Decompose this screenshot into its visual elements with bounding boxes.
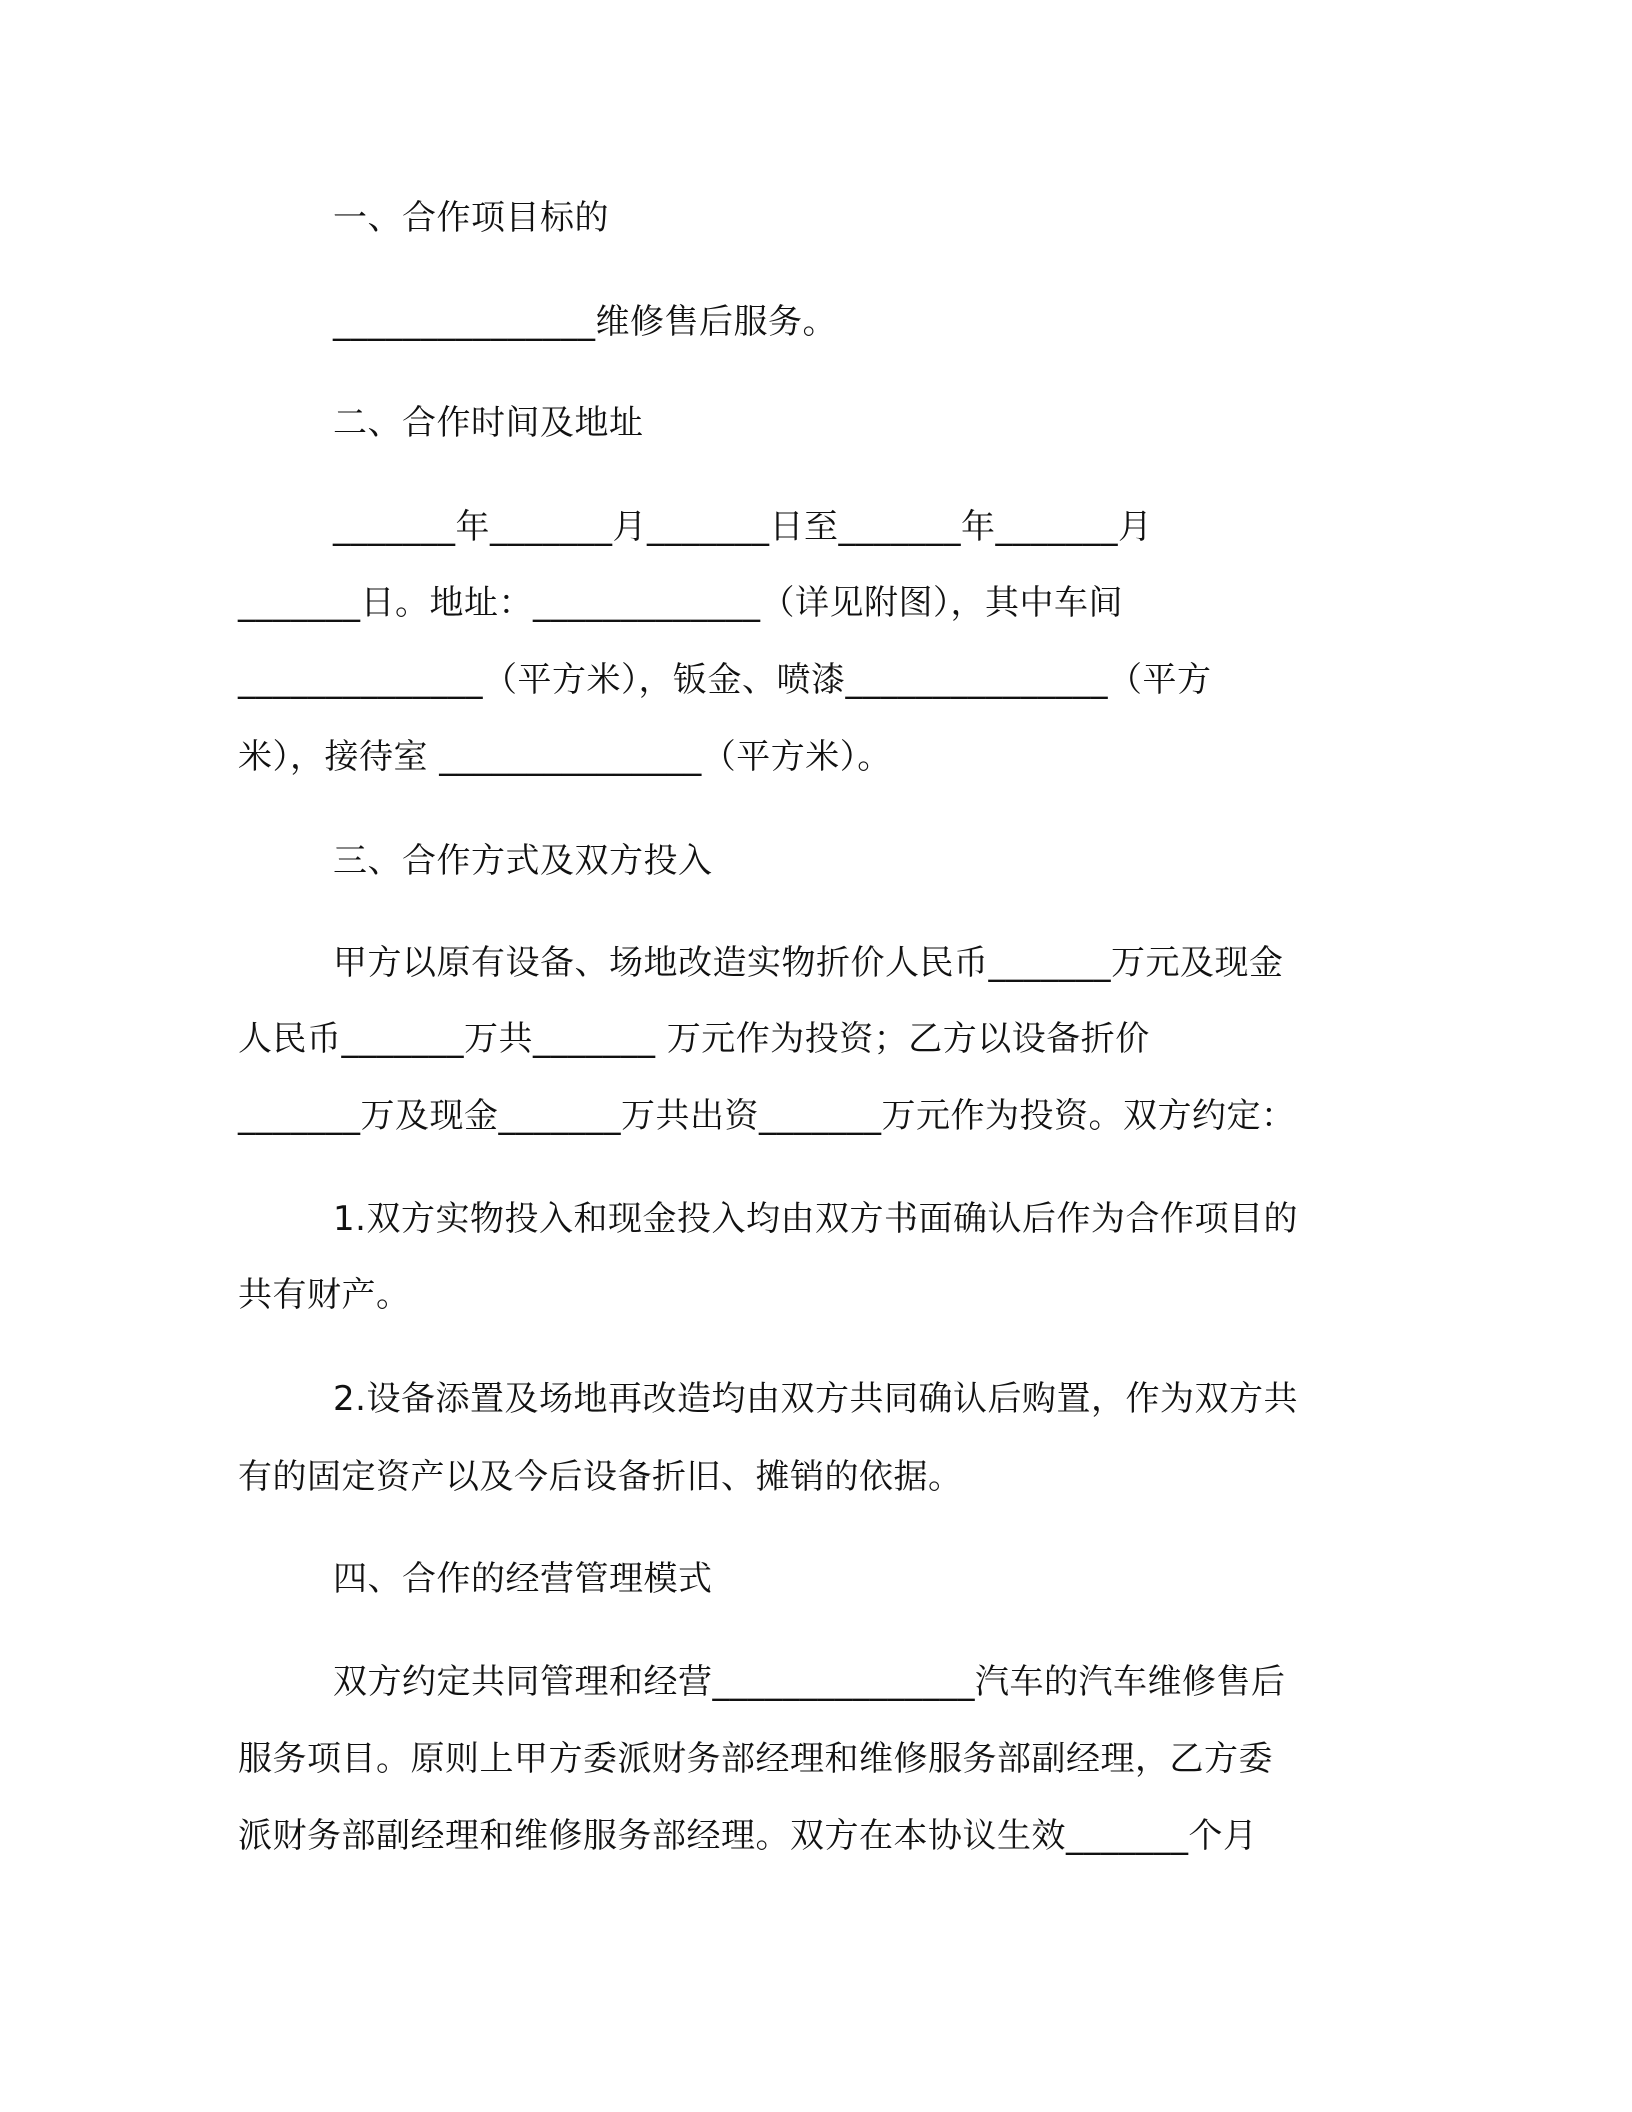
item-2-line-1: 2.设备添置及场地再改造均由双方共同确认后购置，作为双方共 xyxy=(333,1379,1298,1419)
item-1-line-2: 共有财产。 xyxy=(238,1275,411,1315)
section-2-line-3: ______________（平方米），钣金、喷漆_______________（平方 xyxy=(238,660,1212,700)
section-1-heading: 一、合作项目标的 xyxy=(333,198,609,238)
section-4-line-3: 派财务部副经理和维修服务部经理。双方在本协议生效_______个月 xyxy=(238,1816,1258,1856)
item-1-line-1: 1.双方实物投入和现金投入均由双方书面确认后作为合作项目的 xyxy=(333,1199,1298,1239)
section-2-line-4: 米），接待室 _______________（平方米）。 xyxy=(238,737,892,777)
section-4-line-1: 双方约定共同管理和经营_______________汽车的汽车维修售后 xyxy=(333,1662,1286,1702)
section-2-line-2: _______日。地址：_____________（详见附图），其中车间 xyxy=(238,583,1123,623)
section-4-line-2: 服务项目。原则上甲方委派财务部经理和维修服务部副经理，乙方委 xyxy=(238,1739,1273,1779)
section-2-line-1: _______年_______月_______日至_______年_______月 xyxy=(333,507,1153,547)
item-2-line-2: 有的固定资产以及今后设备折旧、摊销的依据。 xyxy=(238,1457,963,1497)
section-3-heading: 三、合作方式及双方投入 xyxy=(333,841,713,881)
section-4-heading: 四、合作的经营管理模式 xyxy=(333,1559,713,1599)
section-1-text: _______________维修售后服务。 xyxy=(333,302,837,342)
section-2-heading: 二、合作时间及地址 xyxy=(333,403,644,443)
section-3-line-1: 甲方以原有设备、场地改造实物折价人民币_______万元及现金 xyxy=(333,943,1284,983)
section-3-line-3: _______万及现金_______万共出资_______万元作为投资。双方约定： xyxy=(238,1096,1296,1136)
section-3-line-2: 人民币_______万共_______ 万元作为投资；乙方以设备折价 xyxy=(238,1019,1150,1059)
